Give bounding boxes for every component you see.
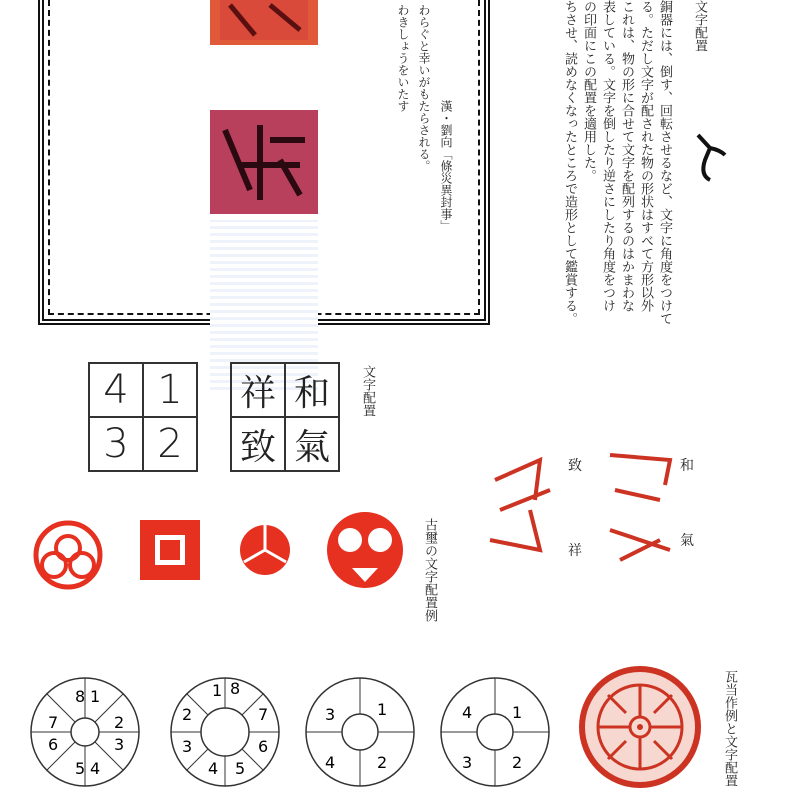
svg-text:1: 1 xyxy=(512,703,523,722)
svg-text:4: 4 xyxy=(325,753,336,772)
grid-cell: 3 xyxy=(89,417,143,471)
seal-char-label: 致 xyxy=(568,458,582,474)
svg-text:5: 5 xyxy=(75,759,86,778)
body-line-4: 表している。文字を倒したり逆さにしたり角度をつけ xyxy=(600,0,615,312)
svg-text:1: 1 xyxy=(90,687,101,706)
grid-cell: 和 xyxy=(285,363,339,417)
svg-text:6: 6 xyxy=(258,737,269,756)
body-line-2: る。ただし文字が配された物の形状はすべて方形以外 xyxy=(638,0,653,312)
svg-text:6: 6 xyxy=(48,735,59,754)
roof-tile-seal xyxy=(578,665,703,790)
svg-text:7: 7 xyxy=(258,705,269,724)
grid-cell: 4 xyxy=(89,363,143,417)
svg-text:1: 1 xyxy=(377,700,388,719)
svg-text:2: 2 xyxy=(114,713,125,732)
svg-text:7: 7 xyxy=(48,713,59,732)
tile-label: 瓦当作例と文字配置 xyxy=(722,670,737,787)
grid-cell: 2 xyxy=(143,417,197,471)
svg-text:3: 3 xyxy=(182,737,193,756)
grid-cell: 祥 xyxy=(231,363,285,417)
svg-text:1: 1 xyxy=(212,681,223,700)
grid-cell: 1 xyxy=(143,363,197,417)
circle-diagrams xyxy=(30,670,570,795)
ancient-seal-row xyxy=(30,510,420,590)
quote-sub: わらぐと幸いがもたらされる。 xyxy=(417,4,431,172)
bird-icon xyxy=(690,130,730,185)
char-grid xyxy=(230,362,340,472)
svg-text:3: 3 xyxy=(462,753,473,772)
ancient-seal-label: 古璽の文字配置例 xyxy=(422,518,437,622)
body-line-3: これは、物の形に合せて文字を配列するのはかまわな xyxy=(619,0,634,312)
body-line-5: の印面にこの配置を適用した。 xyxy=(581,0,596,182)
svg-text:3: 3 xyxy=(325,705,336,724)
seal-char-label: 和 xyxy=(680,458,694,474)
seal-char-label: 祥 xyxy=(568,543,582,559)
svg-text:8: 8 xyxy=(75,687,86,706)
red-calligraphy-seal xyxy=(480,440,710,580)
svg-text:8: 8 xyxy=(230,679,241,698)
number-grid xyxy=(88,362,198,472)
svg-text:2: 2 xyxy=(182,705,193,724)
body-line-1: 銅器には、倒す、回転させるなど、文字に角度をつけて xyxy=(657,0,672,325)
svg-text:2: 2 xyxy=(377,753,388,772)
quote-source: 漢・劉向「條災異封事」 xyxy=(439,100,453,232)
grid-label: 文字配置 xyxy=(360,365,375,417)
body-heading: 文字配置 xyxy=(692,0,707,52)
seal-image-main xyxy=(210,110,318,214)
svg-text:4: 4 xyxy=(90,759,101,778)
svg-text:2: 2 xyxy=(512,753,523,772)
svg-text:4: 4 xyxy=(208,759,219,778)
svg-text:4: 4 xyxy=(462,703,473,722)
seal-char-label: 氣 xyxy=(680,533,694,549)
svg-text:3: 3 xyxy=(114,735,125,754)
body-line-6: ちさせ、読めなくなったところで造形として鑑賞する。 xyxy=(562,0,577,325)
seal-image-top xyxy=(210,0,318,45)
svg-text:5: 5 xyxy=(235,759,246,778)
grid-cell: 氣 xyxy=(285,417,339,471)
quote-reading: わきしょうをいたす xyxy=(396,4,410,112)
grid-cell: 致 xyxy=(231,417,285,471)
